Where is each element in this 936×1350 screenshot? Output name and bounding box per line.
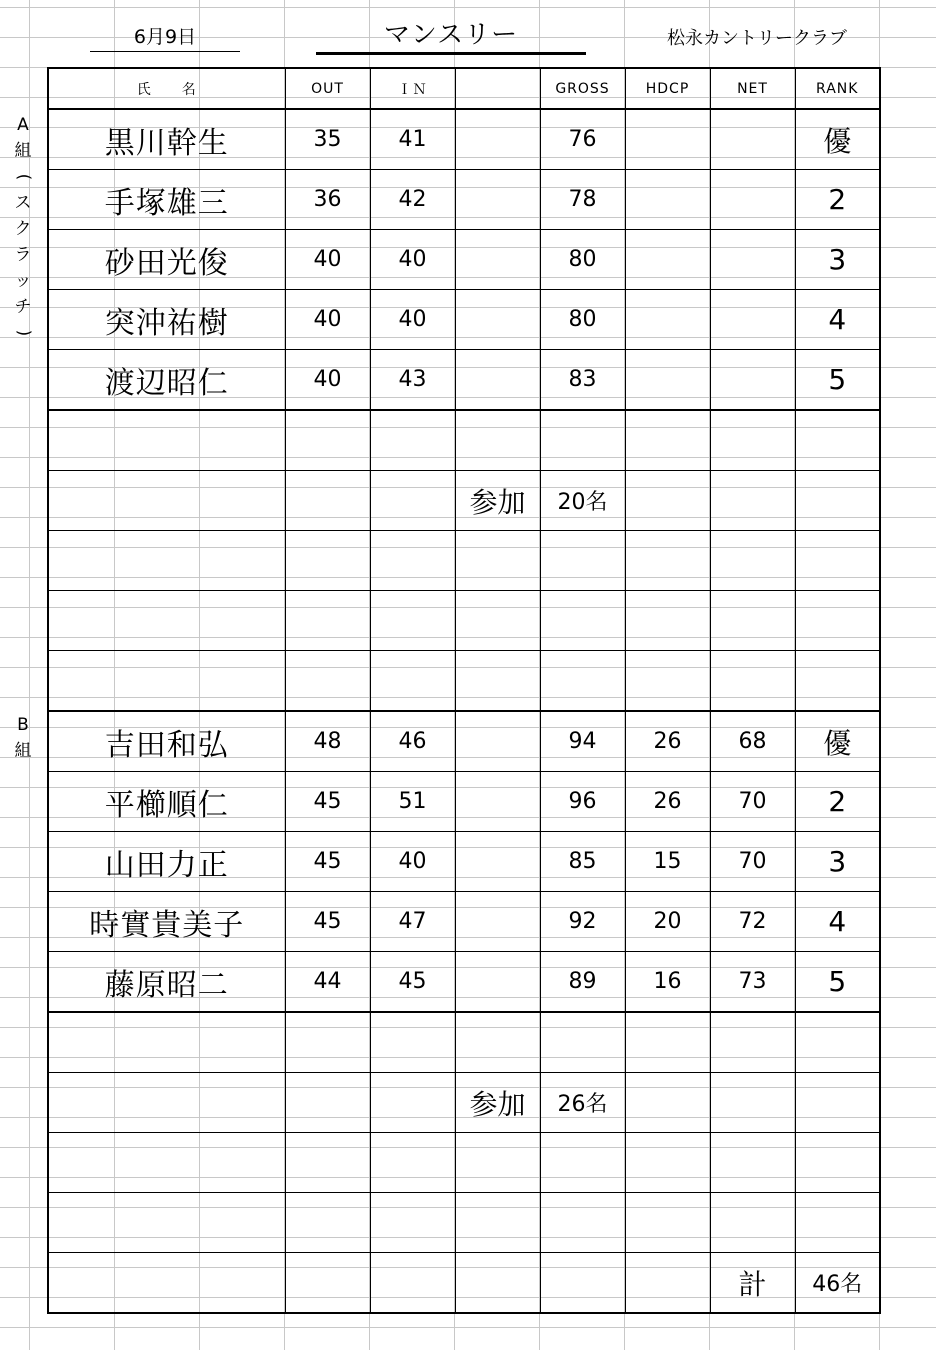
hdcp-value xyxy=(625,290,710,350)
player-name: 突沖祐樹 xyxy=(48,290,285,350)
participation-row xyxy=(48,1073,880,1133)
player-name: 渡辺昭仁 xyxy=(48,350,285,411)
blank-cell xyxy=(455,290,540,350)
score-table xyxy=(47,67,881,1314)
empty-row xyxy=(48,1193,880,1253)
col-out-header: OUT xyxy=(285,68,370,109)
out-score: 40 xyxy=(285,290,370,350)
gross-score: 78 xyxy=(540,170,625,230)
blank-cell xyxy=(455,772,540,832)
in-score: 46 xyxy=(370,711,455,772)
empty-row xyxy=(48,531,880,591)
table-row xyxy=(48,772,880,832)
col-rank-header: RANK xyxy=(795,68,880,109)
empty-row xyxy=(48,1133,880,1193)
participation-label: 参加 xyxy=(455,1073,540,1133)
blank-cell xyxy=(455,109,540,170)
in-score: 41 xyxy=(370,109,455,170)
rank-value: 5 xyxy=(795,350,880,411)
blank-cell xyxy=(455,350,540,411)
blank-cell xyxy=(455,230,540,290)
participation-count: 20名 xyxy=(540,471,625,531)
col-hdcp-header: HDCP xyxy=(625,68,710,109)
hdcp-value: 20 xyxy=(625,892,710,952)
rank-value: 4 xyxy=(795,892,880,952)
in-score: 43 xyxy=(370,350,455,411)
gross-score: 96 xyxy=(540,772,625,832)
table-row xyxy=(48,230,880,290)
gross-score: 80 xyxy=(540,290,625,350)
out-score: 35 xyxy=(285,109,370,170)
gross-score: 92 xyxy=(540,892,625,952)
player-name: 手塚雄三 xyxy=(48,170,285,230)
blank-cell xyxy=(455,711,540,772)
net-score: 70 xyxy=(710,832,795,892)
rank-value: 2 xyxy=(795,170,880,230)
in-score: 40 xyxy=(370,832,455,892)
in-score: 47 xyxy=(370,892,455,952)
out-score: 45 xyxy=(285,832,370,892)
col-net-header: NET xyxy=(710,68,795,109)
page-title: マンスリー xyxy=(316,14,586,55)
net-score: 68 xyxy=(710,711,795,772)
net-score: 73 xyxy=(710,952,795,1013)
blank-cell xyxy=(455,832,540,892)
out-score: 40 xyxy=(285,350,370,411)
participation-label: 参加 xyxy=(455,471,540,531)
out-score: 40 xyxy=(285,230,370,290)
total-label: 計 xyxy=(710,1253,795,1314)
net-score: 72 xyxy=(710,892,795,952)
table-row xyxy=(48,350,880,411)
gross-score: 94 xyxy=(540,711,625,772)
rank-value: 3 xyxy=(795,832,880,892)
table-row xyxy=(48,290,880,350)
rank-value: 5 xyxy=(795,952,880,1013)
empty-row xyxy=(48,1012,880,1073)
net-score xyxy=(710,230,795,290)
in-score: 51 xyxy=(370,772,455,832)
hdcp-value xyxy=(625,170,710,230)
rank-value: 4 xyxy=(795,290,880,350)
gross-score: 89 xyxy=(540,952,625,1013)
table-row xyxy=(48,711,880,772)
out-score: 44 xyxy=(285,952,370,1013)
participation-row xyxy=(48,471,880,531)
total-row xyxy=(48,1253,880,1314)
empty-row xyxy=(48,591,880,651)
table-row xyxy=(48,170,880,230)
rank-value: 2 xyxy=(795,772,880,832)
player-name: 黒川幹生 xyxy=(48,109,285,170)
col-name-header: 氏 名 xyxy=(48,68,285,109)
event-date: 6月9日 xyxy=(90,22,240,52)
net-score xyxy=(710,350,795,411)
net-score xyxy=(710,290,795,350)
in-score: 40 xyxy=(370,230,455,290)
in-score: 42 xyxy=(370,170,455,230)
table-row xyxy=(48,892,880,952)
table-row xyxy=(48,109,880,170)
hdcp-value: 15 xyxy=(625,832,710,892)
out-score: 48 xyxy=(285,711,370,772)
net-score: 70 xyxy=(710,772,795,832)
table-row xyxy=(48,832,880,892)
gross-score: 76 xyxy=(540,109,625,170)
table-row xyxy=(48,952,880,1013)
in-score: 40 xyxy=(370,290,455,350)
hdcp-value xyxy=(625,350,710,411)
rank-value: 優 xyxy=(795,109,880,170)
player-name: 時實貴美子 xyxy=(48,892,285,952)
hdcp-value: 26 xyxy=(625,711,710,772)
out-score: 45 xyxy=(285,772,370,832)
club-name: 松永カントリークラブ xyxy=(667,28,847,49)
out-score: 36 xyxy=(285,170,370,230)
gross-score: 83 xyxy=(540,350,625,411)
total-count: 46名 xyxy=(795,1253,880,1314)
rank-value: 3 xyxy=(795,230,880,290)
player-name: 藤原昭二 xyxy=(48,952,285,1013)
player-name: 吉田和弘 xyxy=(48,711,285,772)
col-in-header: ＩＮ xyxy=(370,68,455,109)
empty-row xyxy=(48,651,880,712)
net-score xyxy=(710,170,795,230)
hdcp-value: 26 xyxy=(625,772,710,832)
hdcp-value xyxy=(625,230,710,290)
player-name: 平櫛順仁 xyxy=(48,772,285,832)
hdcp-value xyxy=(625,109,710,170)
gross-score: 80 xyxy=(540,230,625,290)
participation-count: 26名 xyxy=(540,1073,625,1133)
blank-cell xyxy=(455,892,540,952)
blank-cell xyxy=(455,952,540,1013)
group-a-label: A 組 ( ス ク ラ ッ チ ) xyxy=(12,115,33,337)
rank-value: 優 xyxy=(795,711,880,772)
in-score: 45 xyxy=(370,952,455,1013)
table-header-row xyxy=(48,68,880,109)
blank-cell xyxy=(455,170,540,230)
col-gross-header: GROSS xyxy=(540,68,625,109)
col-blank-header xyxy=(455,68,540,109)
gross-score: 85 xyxy=(540,832,625,892)
group-b-label: B 組 xyxy=(14,715,32,761)
out-score: 45 xyxy=(285,892,370,952)
player-name: 山田力正 xyxy=(48,832,285,892)
player-name: 砂田光俊 xyxy=(48,230,285,290)
empty-row xyxy=(48,410,880,471)
hdcp-value: 16 xyxy=(625,952,710,1013)
net-score xyxy=(710,109,795,170)
